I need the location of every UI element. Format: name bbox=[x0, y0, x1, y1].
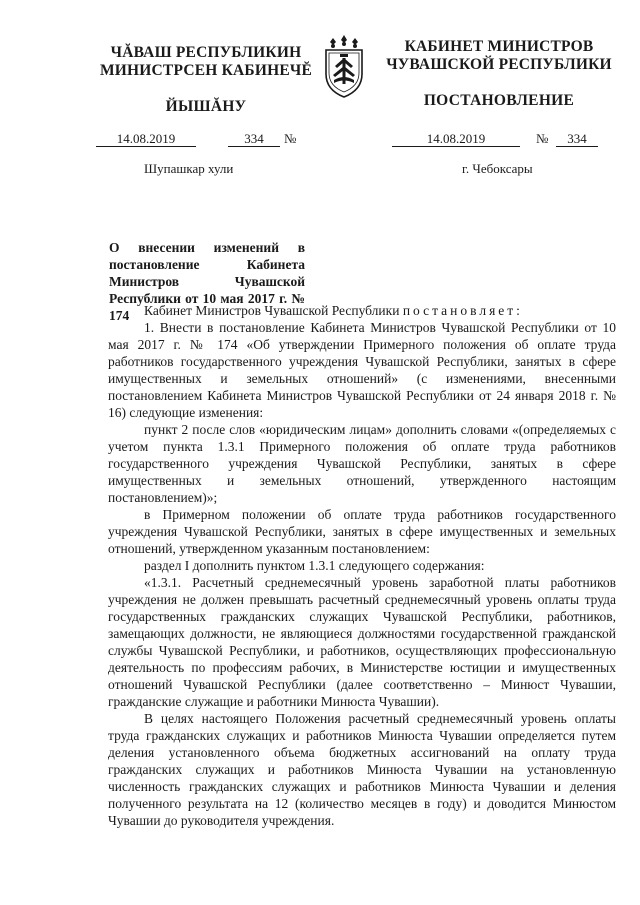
intro-prefix: Кабинет Министров Чувашской Республики bbox=[144, 303, 400, 318]
reg-right-number: 334 bbox=[556, 131, 598, 147]
header-right-act-type: ПОСТАНОВЛЕНИЕ bbox=[423, 92, 575, 109]
document-body bbox=[108, 302, 616, 829]
header-right-line1: КАБИНЕТ МИНИСТРОВ bbox=[404, 38, 594, 55]
body-paragraph: 1. Внести в постановление Кабинета Министров Чувашской Республики от 10 мая 2017 г. № 174 «Об утверждении Примерного положения об оплате труда работников государственного учреждения Чувашской Республики, занятых в сфере имущественных и земельных отношений» (с изменениями, внесенными постановлением Кабинета Министров Чувашской Республики от 24 января 2018 г. № 16) следующие изменения: bbox=[108, 320, 616, 420]
header-left-line2: МИНИСТРСЕН КАБИНЕЧĔ bbox=[99, 62, 313, 79]
registration-right bbox=[392, 131, 618, 147]
body-intro bbox=[108, 302, 616, 319]
body-paragraph: «1.3.1. Расчетный среднемесячный уровень заработной платы работников учреждения не должен превышать расчетный среднемесячный уровень оплаты труда государственных гражданских служащих Чувашской Республики, работников, замещающих должности, не являющиеся должностями государственной гражданской службы Чувашской Республики, и работников, осуществляющих профессиональную деятельность по профессиям рабочих, в Министерстве юстиции и имущественных отношений Чувашской Республики (далее соответственно – Минюст Чувашии, гражданские служащие и работники Минюста Чувашии). bbox=[108, 575, 616, 709]
registration-left bbox=[96, 131, 320, 147]
emblem-hop-flowers bbox=[330, 35, 358, 48]
reg-right-number-sign: № bbox=[536, 131, 549, 146]
reg-right-date: 14.08.2019 bbox=[392, 131, 520, 147]
document-subject: О внесении изменений в постановление Кабинета Министров Чувашской Республики от 10 мая 2017 г. № 174 bbox=[109, 240, 305, 323]
city-chuvash: Шупашкар хули bbox=[144, 161, 234, 176]
reg-left-number-sign: № bbox=[284, 131, 297, 146]
body-paragraph: раздел I дополнить пунктом 1.3.1 следующего содержания: bbox=[144, 558, 485, 573]
body-paragraph: пункт 2 после слов «юридическим лицам» дополнить словами «(определяемых с учетом пункта 1.3.1 Примерного положения об оплате труда работников государственного учреждения Чувашской Республики, занятых в сфере имущественных и земельных отношений, утвержденного настоящим постановлением)»; bbox=[108, 422, 616, 505]
reg-left-date: 14.08.2019 bbox=[96, 131, 196, 147]
chuvash-republic-emblem-icon bbox=[320, 34, 368, 100]
header-right-line2: ЧУВАШСКОЙ РЕСПУБЛИКИ bbox=[386, 56, 612, 73]
intro-verb: постановляет: bbox=[402, 303, 523, 318]
header-left-act-type: ЙЫШĂНУ bbox=[165, 98, 247, 115]
body-paragraph: в Примерном положении об оплате труда работников государственного учреждения Чувашской Республики, занятых в сфере имущественных и земельных отношений, утвержденном указанным постановлением: bbox=[108, 507, 616, 556]
reg-left-number: 334 bbox=[228, 131, 280, 147]
header-left-chuvash bbox=[96, 44, 316, 116]
header-right-russian bbox=[386, 38, 612, 110]
city-russian: г. Чебоксары bbox=[462, 161, 533, 176]
header-left-line1: ЧĂВАШ РЕСПУБЛИКИН bbox=[110, 44, 302, 61]
body-paragraph: В целях настоящего Положения расчетный среднемесячный уровень оплаты труда гражданских служащих и работников Минюста Чувашии определяется путем деления установленного объема бюджетных ассигнований на оплату труда гражданских служащих и работников Минюста Чувашии на установленную численность гражданских служащих и работников Минюста Чувашии и деления полученного результата на 12 (количество месяцев в году) и доводится Минюстом Чувашии до руководителя учреждения. bbox=[108, 711, 616, 828]
